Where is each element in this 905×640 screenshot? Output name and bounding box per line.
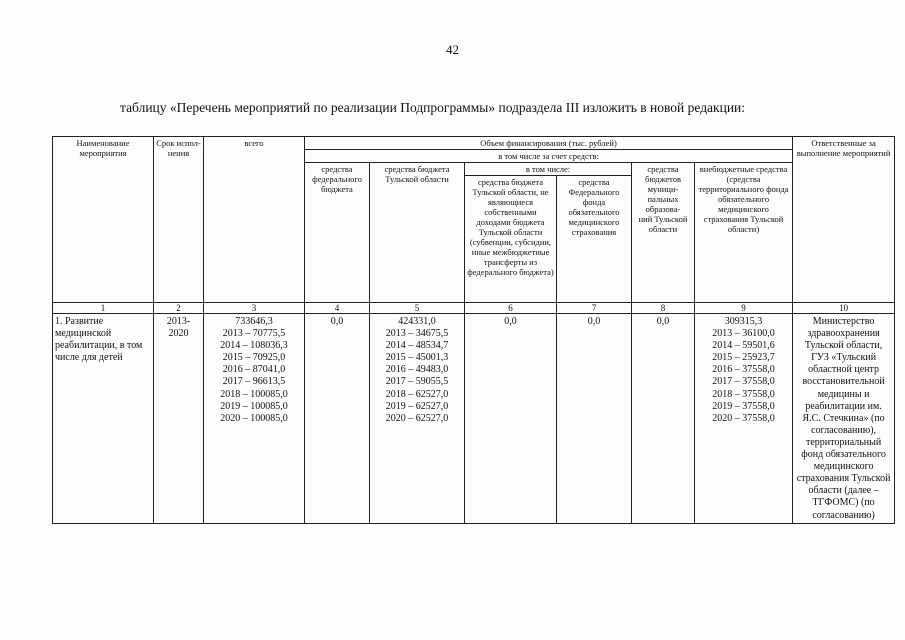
- column-number: 1: [53, 303, 154, 314]
- column-number: 6: [465, 303, 557, 314]
- header-term: Срок испол- нения: [154, 137, 204, 303]
- ffoms-cell: 0,0: [557, 314, 632, 524]
- column-number: 8: [632, 303, 695, 314]
- header-row-1: [53, 137, 895, 150]
- responsible-cell: Министерство здравоохранения Тульской области, ГУЗ «Тульский областной центр восстановительной медицины и реабилитации им. Я.С. Стечкина» (по согласованию), территориальный фонд обязательного медицинского страхования Тульской области (далее – ТГФОМС) (по согласованию): [793, 314, 895, 524]
- header-ffoms: средства Федерального фонда обязательного медицинского страхования: [557, 176, 632, 303]
- municipal-cell: 0,0: [632, 314, 695, 524]
- page-number: 42: [446, 42, 459, 57]
- column-number: 3: [204, 303, 305, 314]
- term-cell: 2013- 2020: [154, 314, 204, 524]
- column-number: 10: [793, 303, 895, 314]
- header-regional-own: средства бюджета Тульской области, не являющиеся собственными доходами бюджета Тульской области (субвенции, субсидии, иные межбюджетные трансферты из федерального бюджета): [465, 176, 557, 303]
- header-federal: средства федерального бюджета: [305, 163, 370, 303]
- extrabudget-cell: 309315,3 2013 – 36100,0 2014 – 59501,6 2015 – 25923,7 2016 – 37558,0 2017 – 37558,0 2018 – 37558,0 2019 – 37558,0 2020 – 37558,0: [695, 314, 793, 524]
- header-extrabudget: внебюджетные средства (средства территориального фонда обязательного медицинского страхования Тульской области): [695, 163, 793, 303]
- federal-cell: 0,0: [305, 314, 370, 524]
- activity-name-cell: 1. Развитие медицинской реабилитации, в том числе для детей: [53, 314, 154, 524]
- intro-text: таблицу «Перечень мероприятий по реализации Подпрограммы» подраздела III изложить в новой редакции:: [120, 100, 746, 115]
- header-total: всего: [204, 137, 305, 303]
- header-name: Наименование мероприятия: [53, 137, 154, 303]
- regional-own-cell: 0,0: [465, 314, 557, 524]
- header-responsible: Ответственные за выполнение мероприятий: [793, 137, 895, 303]
- header-including-sources: в том числе за счет средств:: [305, 150, 793, 163]
- column-number-row: [53, 303, 895, 314]
- column-number: 4: [305, 303, 370, 314]
- regional-cell: 424331,0 2013 – 34675,5 2014 – 48534,7 2015 – 45001,3 2016 – 49483,0 2017 – 59055,5 2018 – 62527,0 2019 – 62527,0 2020 – 62527,0: [370, 314, 465, 524]
- total-cell: 733646,3 2013 – 70775,5 2014 – 108036,3 2015 – 70925,0 2016 – 87041,0 2017 – 96613,5 2018 – 100085,0 2019 – 100085,0 2020 – 100085,0: [204, 314, 305, 524]
- financing-table: [52, 136, 895, 524]
- column-number: 9: [695, 303, 793, 314]
- table-row: [53, 314, 895, 524]
- header-municipal: средства бюджетов муници- пальных образова- ний Тульской области: [632, 163, 695, 303]
- header-regional: средства бюджета Тульской области: [370, 163, 465, 303]
- header-financing-volume: Объем финансирования (тыс. рублей): [305, 137, 793, 150]
- column-number: 5: [370, 303, 465, 314]
- column-number: 7: [557, 303, 632, 314]
- header-including: в том числе:: [465, 163, 632, 176]
- column-number: 2: [154, 303, 204, 314]
